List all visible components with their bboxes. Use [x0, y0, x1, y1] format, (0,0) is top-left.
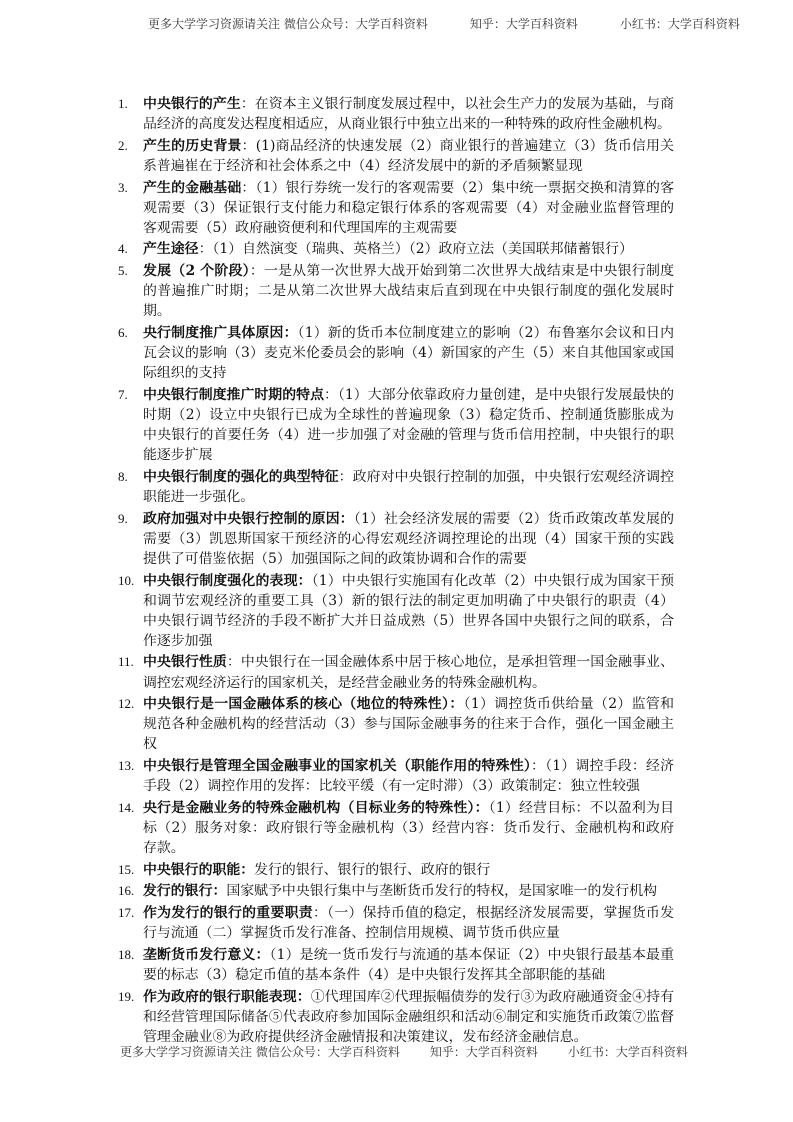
item-body: （1）社会经济发展的需要（2）货币政策改革发展的需要（3）凯恩斯国家干预经济的心得宏观经济调控理论的出现（4）国家干预的实践提供了可借鉴依据（5）加强国际之间的政策协调和合作的需要 [143, 510, 674, 567]
list-item [118, 881, 674, 901]
item-number: 6. [118, 325, 128, 340]
footer-zhihu: 知乎：大学百科资料 [429, 1045, 538, 1059]
item-body: （1）中央银行实施国有化改革（2）中央银行成为国家干预和调节宏观经济的重要工具（3）新的银行法的制定更加明确了中央银行的职责（4）中央银行调节经济的手段不断扩大并日益成熟（5）世界各国中央银行之间的联系，合作逐步加强 [143, 572, 674, 649]
item-number: 12. [118, 696, 135, 712]
item-body: ：（1）大部分依靠政府力量创建，是中央银行发展最快的时期（2）设立中央银行已成为全球性的普遍现象（3）稳定货币、控制通货膨胀成为中央银行的首要任务（4）进一步加强了对金融的管理与货币信用控制，中央银行的职能逐步扩展 [143, 386, 674, 464]
item-body: ：政府对中央银行控制的加强，中央银行宏观经济调控职能进一步强化。 [143, 468, 674, 505]
item-number: 11. [118, 654, 134, 670]
item-title: 中央银行是一国金融体系的核心（地位的特殊性）： [143, 696, 464, 713]
item-title: 中央银行制度的强化的典型特征 [143, 468, 339, 485]
item-title: 央行是金融业务的特殊金融机构（目标业务的特殊性）： [143, 799, 489, 816]
item-title: 中央银行的职能： [143, 861, 255, 878]
item-body: 国家赋予中央银行集中与垄断货币发行的特权，是国家唯一的发行机构 [226, 883, 657, 900]
item-title: 产生的历史背景 [143, 137, 242, 154]
item-body: ①代理国库②代理振幅债券的发行③为政府融通资金④持有和经营管理国际储备⑤代表政府参加国际金融组织和活动⑥制定和实施货币政策⑦监督管理金融业⑧为政府提供经济金融情报和决策建议，发布经济金融信息。 [143, 988, 674, 1045]
list-item [118, 860, 674, 880]
item-body: ：(1)商品经济的快速发展（2）商业银行的普遍建立（3）货币信用关系普遍崔在于经济和社会体系之中（4）经济发展中的新的矛盾频繁显现 [143, 137, 674, 174]
page-footer [120, 1043, 688, 1060]
item-body: ：（一）保持币值的稳定，根据经济发展需要，掌握货币发行与流通（二）掌握货币发行准备、控制信用规模、调节货币供应量 [143, 905, 674, 942]
list-item [118, 987, 674, 1047]
item-title: 中央银行制度推广时期的特点 [143, 386, 325, 403]
item-title: 作为发行的银行的重要职责 [143, 905, 313, 922]
item-body: 发行的银行、银行的银行、政府的银行 [254, 861, 491, 878]
item-number: 14. [118, 799, 135, 815]
item-body: （1）调控货币供给量（2）监管和规范各种金融机构的经营活动（3）参与国际金融事务的往来于合作，强化一国金融主权 [143, 696, 674, 753]
list-item [118, 94, 674, 134]
list-item [118, 136, 674, 176]
item-number: 9. [118, 510, 128, 526]
item-body: ：一是从第一次世界大战开始到第二次世界大战结束是中央银行制度的普遍推广时期；二是从第二次世界大战结束后直到现在中央银行制度的强化发展时期。 [143, 263, 674, 320]
list-item [118, 261, 674, 321]
item-number: 18. [118, 946, 135, 962]
header-zhihu: 知乎：大学百科资料 [469, 17, 578, 31]
item-number: 13. [118, 758, 135, 774]
list-item [118, 694, 674, 754]
item-number: 2. [118, 137, 128, 153]
item-body: ：在资本主义银行制度发展过程中，以社会生产力的发展为基础，与商品经济的高度发达程度相适应，从商业银行中独立出来的一种特殊的政府性金融机构。 [143, 96, 674, 133]
list-item [118, 509, 674, 569]
item-number: 5. [118, 263, 128, 279]
item-body: ：（1）自然演变（瑞典、英格兰）（2）政府立法（美国联邦储蓄银行） [198, 241, 633, 258]
item-title: 中央银行是管理全国金融事业的国家机关（职能作用的特殊性） [143, 758, 532, 775]
header-xiaohongshu: 小红书：大学百科资料 [619, 17, 740, 31]
item-body: （1）新的货币本位制度建立的影响（2）布鲁塞尔会议和日内瓦会议的影响（3）麦克米伦委员会的影响（4）新国家的产生（5）来自其他国家或国际组织的支持 [143, 325, 674, 382]
list-item [118, 652, 674, 692]
list-item [118, 323, 674, 383]
item-number: 15. [118, 861, 135, 877]
list-item [118, 385, 674, 465]
item-body: （1）经营目标：不以盈利为目标（2）服务对象：政府银行等金融机构（3）经营内容：货币发行、金融机构和政府存款。 [143, 799, 674, 857]
item-title: 产生的金融基础 [143, 179, 242, 196]
item-body: ：中央银行在一国金融体系中居于核心地位，是承担管理一国金融事业、调控宏观经济运行的国家机关，是经营金融业务的特殊金融机构。 [143, 654, 674, 691]
footer-xiaohongshu: 小红书：大学百科资料 [567, 1045, 688, 1059]
item-number: 10. [118, 572, 135, 588]
footer-wechat: 更多大学学习资源请关注 微信公众号：大学百科资料 [120, 1045, 400, 1059]
item-number: 7. [118, 386, 128, 402]
item-title: 发行的银行： [143, 883, 227, 900]
item-number: 1. [118, 96, 128, 111]
header-wechat: 更多大学学习资源请关注 微信公众号：大学百科资料 [148, 17, 428, 31]
item-title: 发展（2 个阶段） [143, 263, 250, 280]
item-title: 中央银行的产生 [143, 96, 241, 112]
item-title: 政府加强对中央银行控制的原因： [143, 510, 354, 527]
item-number: 17. [118, 905, 135, 921]
list-item [118, 756, 674, 796]
item-number: 16. [118, 883, 135, 899]
item-title: 中央银行制度强化的表现： [143, 572, 312, 589]
numbered-list [118, 94, 674, 1049]
item-title: 垄断货币发行意义： [143, 946, 270, 963]
list-item [118, 903, 674, 943]
item-body: ：（1）银行券统一发行的客观需要（2）集中统一票据交换和清算的客观需要（3）保证银行支付能力和稳定银行体系的客观需要（4）对金融业监督管理的客观需要（5）政府融资便利和代理国库的主观需要 [143, 179, 674, 236]
list-item [118, 945, 674, 985]
item-title: 作为政府的银行职能表现： [143, 988, 311, 1005]
page-header [148, 15, 740, 32]
list-item [118, 467, 674, 507]
item-number: 3. [118, 179, 128, 195]
item-title: 央行制度推广具体原因： [143, 325, 298, 341]
item-number: 4. [118, 241, 128, 257]
item-number: 19. [118, 988, 135, 1004]
item-title: 产生途径 [143, 241, 199, 258]
item-title: 中央银行性质 [143, 654, 227, 671]
list-item [118, 239, 674, 259]
list-item [118, 571, 674, 651]
item-number: 8. [118, 468, 128, 484]
item-body: ：（1）调控手段：经济手段（2）调控作用的发挥：比较平缓（有一定时滞）（3）政策制定：独立性较强 [143, 758, 675, 795]
list-item [118, 178, 674, 238]
list-item [118, 798, 674, 858]
item-body: （1）是统一货币发行与流通的基本保证（2）中央银行最基本最重要的标志（3）稳定币值的基本条件（4）是中央银行发挥其全部职能的基础 [143, 946, 674, 984]
